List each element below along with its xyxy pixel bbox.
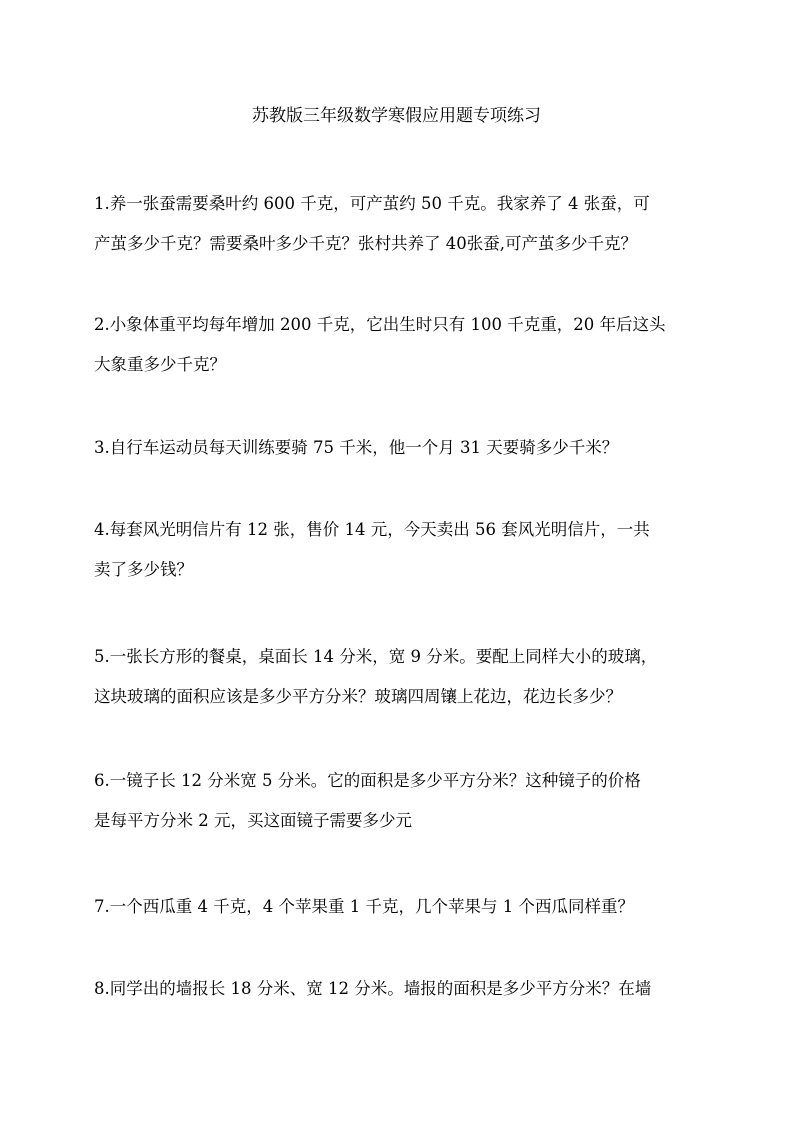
problem-line: 2.小象体重平均每年增加 200 千克，它出生时只有 100 千克重，20 年后这头: [94, 315, 666, 334]
problem-line: 6.一镜子长 12 分米宽 5 分米。它的面积是多少平方分米？这种镜子的价格: [94, 771, 641, 790]
problem-line: 这块玻璃的面积应该是多少平方分米？玻璃四周镶上花边，花边长多少？: [94, 687, 622, 706]
problem-line: 7.一个西瓜重 4 千克，4 个苹果重 1 千克，几个苹果与 1 个西瓜同样重？: [94, 897, 634, 916]
problem-4: [94, 510, 714, 590]
problem-line: 1.养一张蚕需要桑叶约 600 千克，可产茧约 50 千克。我家养了 4 张蚕，可: [94, 194, 650, 213]
problem-line: 3.自行车运动员每天训练要骑 75 千米，他一个月 31 天要骑多少千米？: [94, 438, 619, 457]
problem-line: 大象重多少千克？: [94, 355, 226, 374]
problem-line: 是每平方分米 2 元，买这面镜子需要多少元: [94, 811, 412, 830]
problem-5: [94, 637, 714, 717]
problem-8: [94, 969, 714, 1009]
problem-7: [94, 887, 714, 927]
problem-2: [94, 305, 714, 385]
problem-line: 卖了多少钱？: [94, 560, 193, 579]
problem-line: 产茧多少千克？需要桑叶多少千克？张村共养了 40张蚕,可产茧多少千克？: [94, 234, 637, 253]
problem-6: [94, 761, 714, 841]
problem-3: [94, 428, 714, 468]
problem-line: 5.一张长方形的餐桌，桌面长 14 分米，宽 9 分米。要配上同样大小的玻璃，: [94, 647, 658, 666]
page-title: 苏教版三年级数学寒假应用题专项练习: [252, 106, 541, 126]
problem-line: 4.每套风光明信片有 12 张，售价 14 元，今天卖出 56 套风光明信片，一共: [94, 520, 650, 539]
problem-line: 8.同学出的墙报长 18 分米、宽 12 分米。墙报的面积是多少平方分米？在墙: [94, 979, 652, 998]
problem-1: [94, 184, 714, 264]
